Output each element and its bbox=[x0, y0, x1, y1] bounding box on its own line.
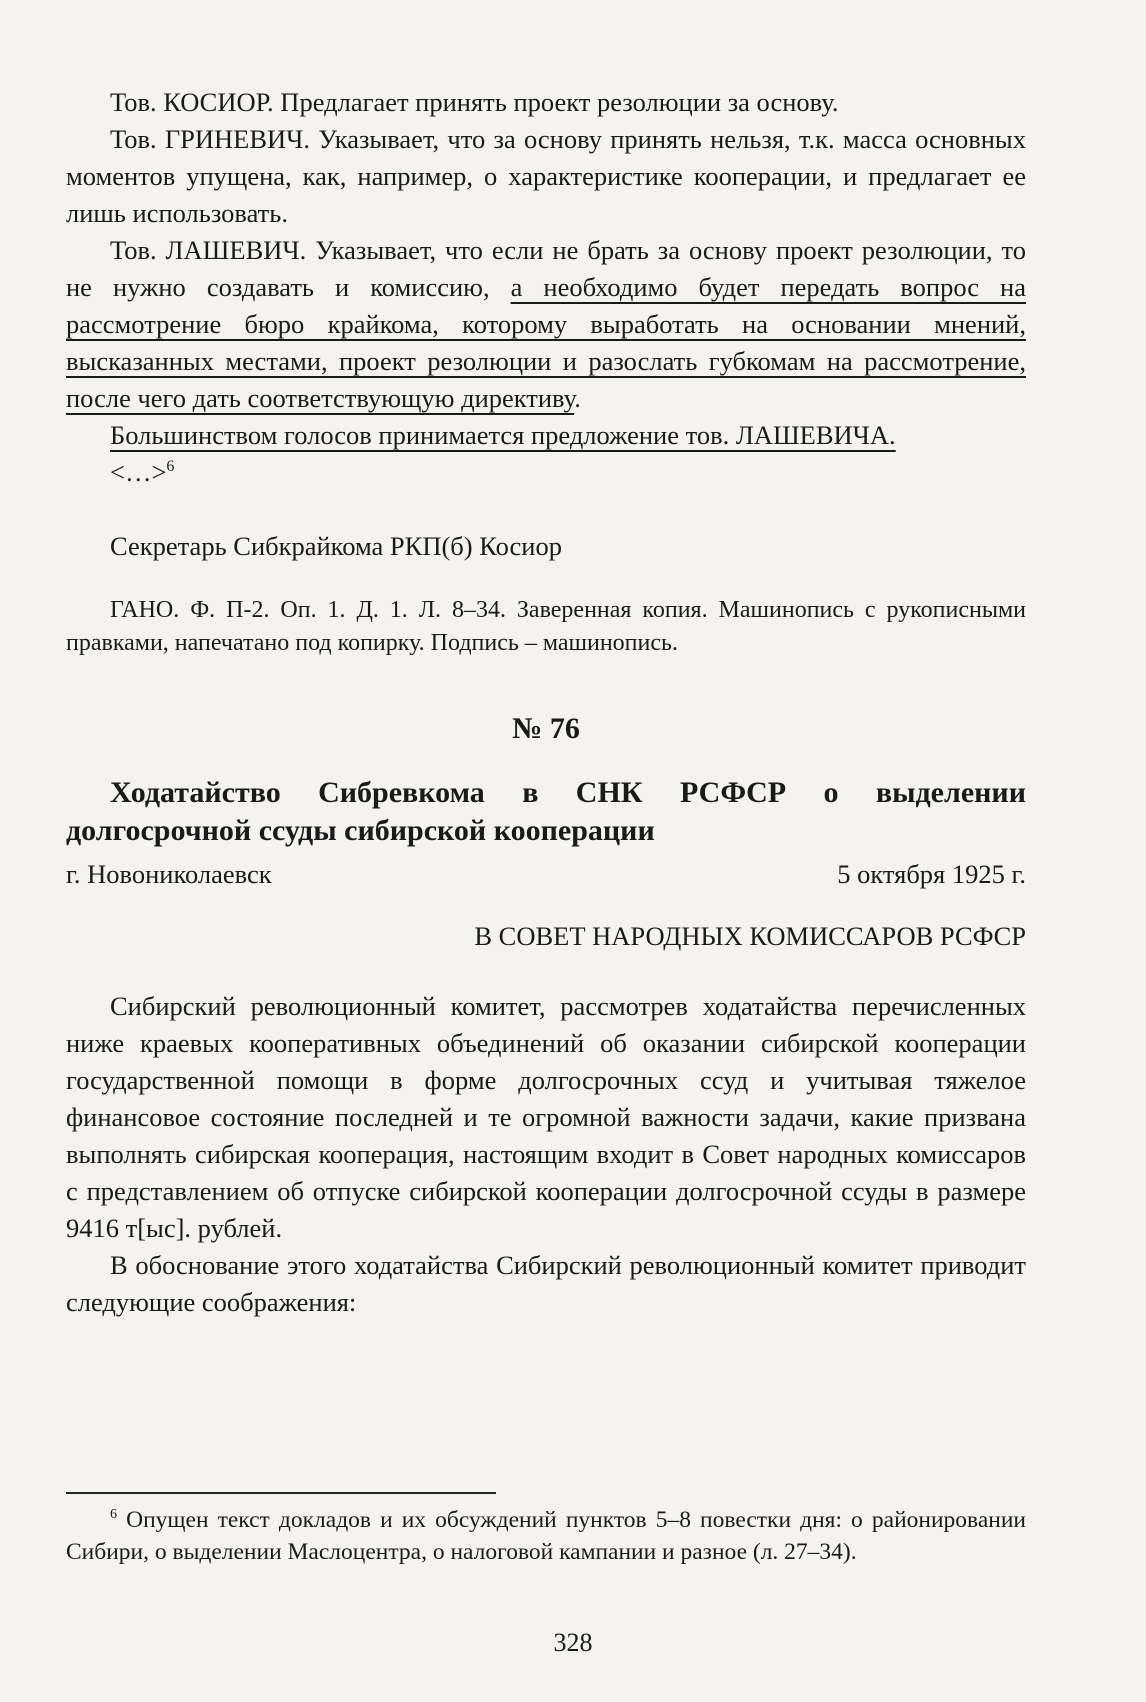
secretary-signature: Секретарь Сибкрайкома РКП(б) Косиор bbox=[110, 531, 562, 561]
para-lashevich-start: Тов. ЛАШЕВИЧ. Указывает, что если не брать за основу проект резолюции, то не нужно создавать и комиссию, bbox=[66, 235, 1026, 302]
omission-marker: <…> bbox=[110, 457, 167, 487]
signature-block bbox=[66, 528, 1026, 565]
body-paragraph-2: В обоснование этого ходатайства Сибирский революционный комитет приводит следующие соображения: bbox=[66, 1250, 1026, 1317]
page-number: 328 bbox=[553, 1628, 593, 1657]
doc-number-block bbox=[66, 712, 1026, 746]
para-lashevich-end: . bbox=[574, 383, 581, 413]
footnote-text: Опущен текст докладов и их обсуждений пунктов 5–8 повестки дня: о районировании Сибири, о выделении Маслоцентра, о налоговой кампании и разное (л. 27–34). bbox=[66, 1507, 1026, 1565]
date: 5 октября 1925 г. bbox=[837, 859, 1026, 889]
para-grinevich: Тов. ГРИНЕВИЧ. Указывает, что за основу принять нельзя, т.к. масса основных моментов упущена, как, например, о характеристике кооперации, и предлагает ее лишь использовать. bbox=[66, 124, 1026, 228]
document-number: № 76 bbox=[512, 712, 580, 745]
para-kosior: Тов. КОСИОР. Предлагает принять проект резолюции за основу. bbox=[110, 87, 839, 117]
discussion-section bbox=[66, 84, 1026, 491]
footnote-divider bbox=[66, 1492, 496, 1494]
footnote-block bbox=[66, 1504, 1026, 1568]
footnote-mark: 6 bbox=[110, 1506, 118, 1523]
para-lashevich-underlined: а необходимо будет передать вопрос на рассмотрение бюро крайкома, которому выработать на основании мнений, высказанных местами, проект резолюции и разослать губкомам на рассмотрение, после чего дать соответствующую директиву bbox=[66, 272, 1026, 413]
addressee: В СОВЕТ НАРОДНЫХ КОМИССАРОВ РСФСР bbox=[474, 921, 1026, 951]
document-title: Ходатайство Сибревкома в СНК РСФСР о выделении долгосрочной ссуды сибирской кооперации bbox=[66, 776, 1026, 847]
omission-line bbox=[66, 454, 1026, 491]
addressee-block bbox=[66, 918, 1026, 955]
archive-block bbox=[66, 594, 1026, 660]
place: г. Новониколаевск bbox=[66, 859, 272, 889]
archive-reference: ГАНО. Ф. П-2. Оп. 1. Д. 1. Л. 8–34. Заверенная копия. Машинопись с рукописными правками, напечатано под копирку. Подпись – машинопись. bbox=[66, 597, 1026, 656]
decision-text: Большинством голосов принимается предложение тов. ЛАШЕВИЧА. bbox=[110, 420, 896, 450]
footnote-6 bbox=[66, 1504, 1026, 1568]
doc-title-block bbox=[66, 774, 1026, 850]
place-date-row bbox=[66, 856, 1026, 893]
footnote-ref: 6 bbox=[166, 458, 175, 476]
para-lashevich bbox=[66, 232, 1026, 417]
decision-line bbox=[66, 417, 1026, 454]
body-section bbox=[66, 988, 1026, 1321]
body-paragraph-1: Сибирский революционный комитет, рассмотрев ходатайства перечисленных ниже краевых кооперативных объединений об оказании сибирской кооперации государственной помощи в форме долгосрочных ссуд и учитывая тяжелое финансовое состояние последней и те огромной важности задачи, какие призвана выполнять сибирская кооперация, настоящим входит в Совет народных комиссаров с представлением об отпуске сибирской кооперации долгосрочной ссуды в размере 9416 т[ыс]. рублей. bbox=[66, 991, 1026, 1243]
